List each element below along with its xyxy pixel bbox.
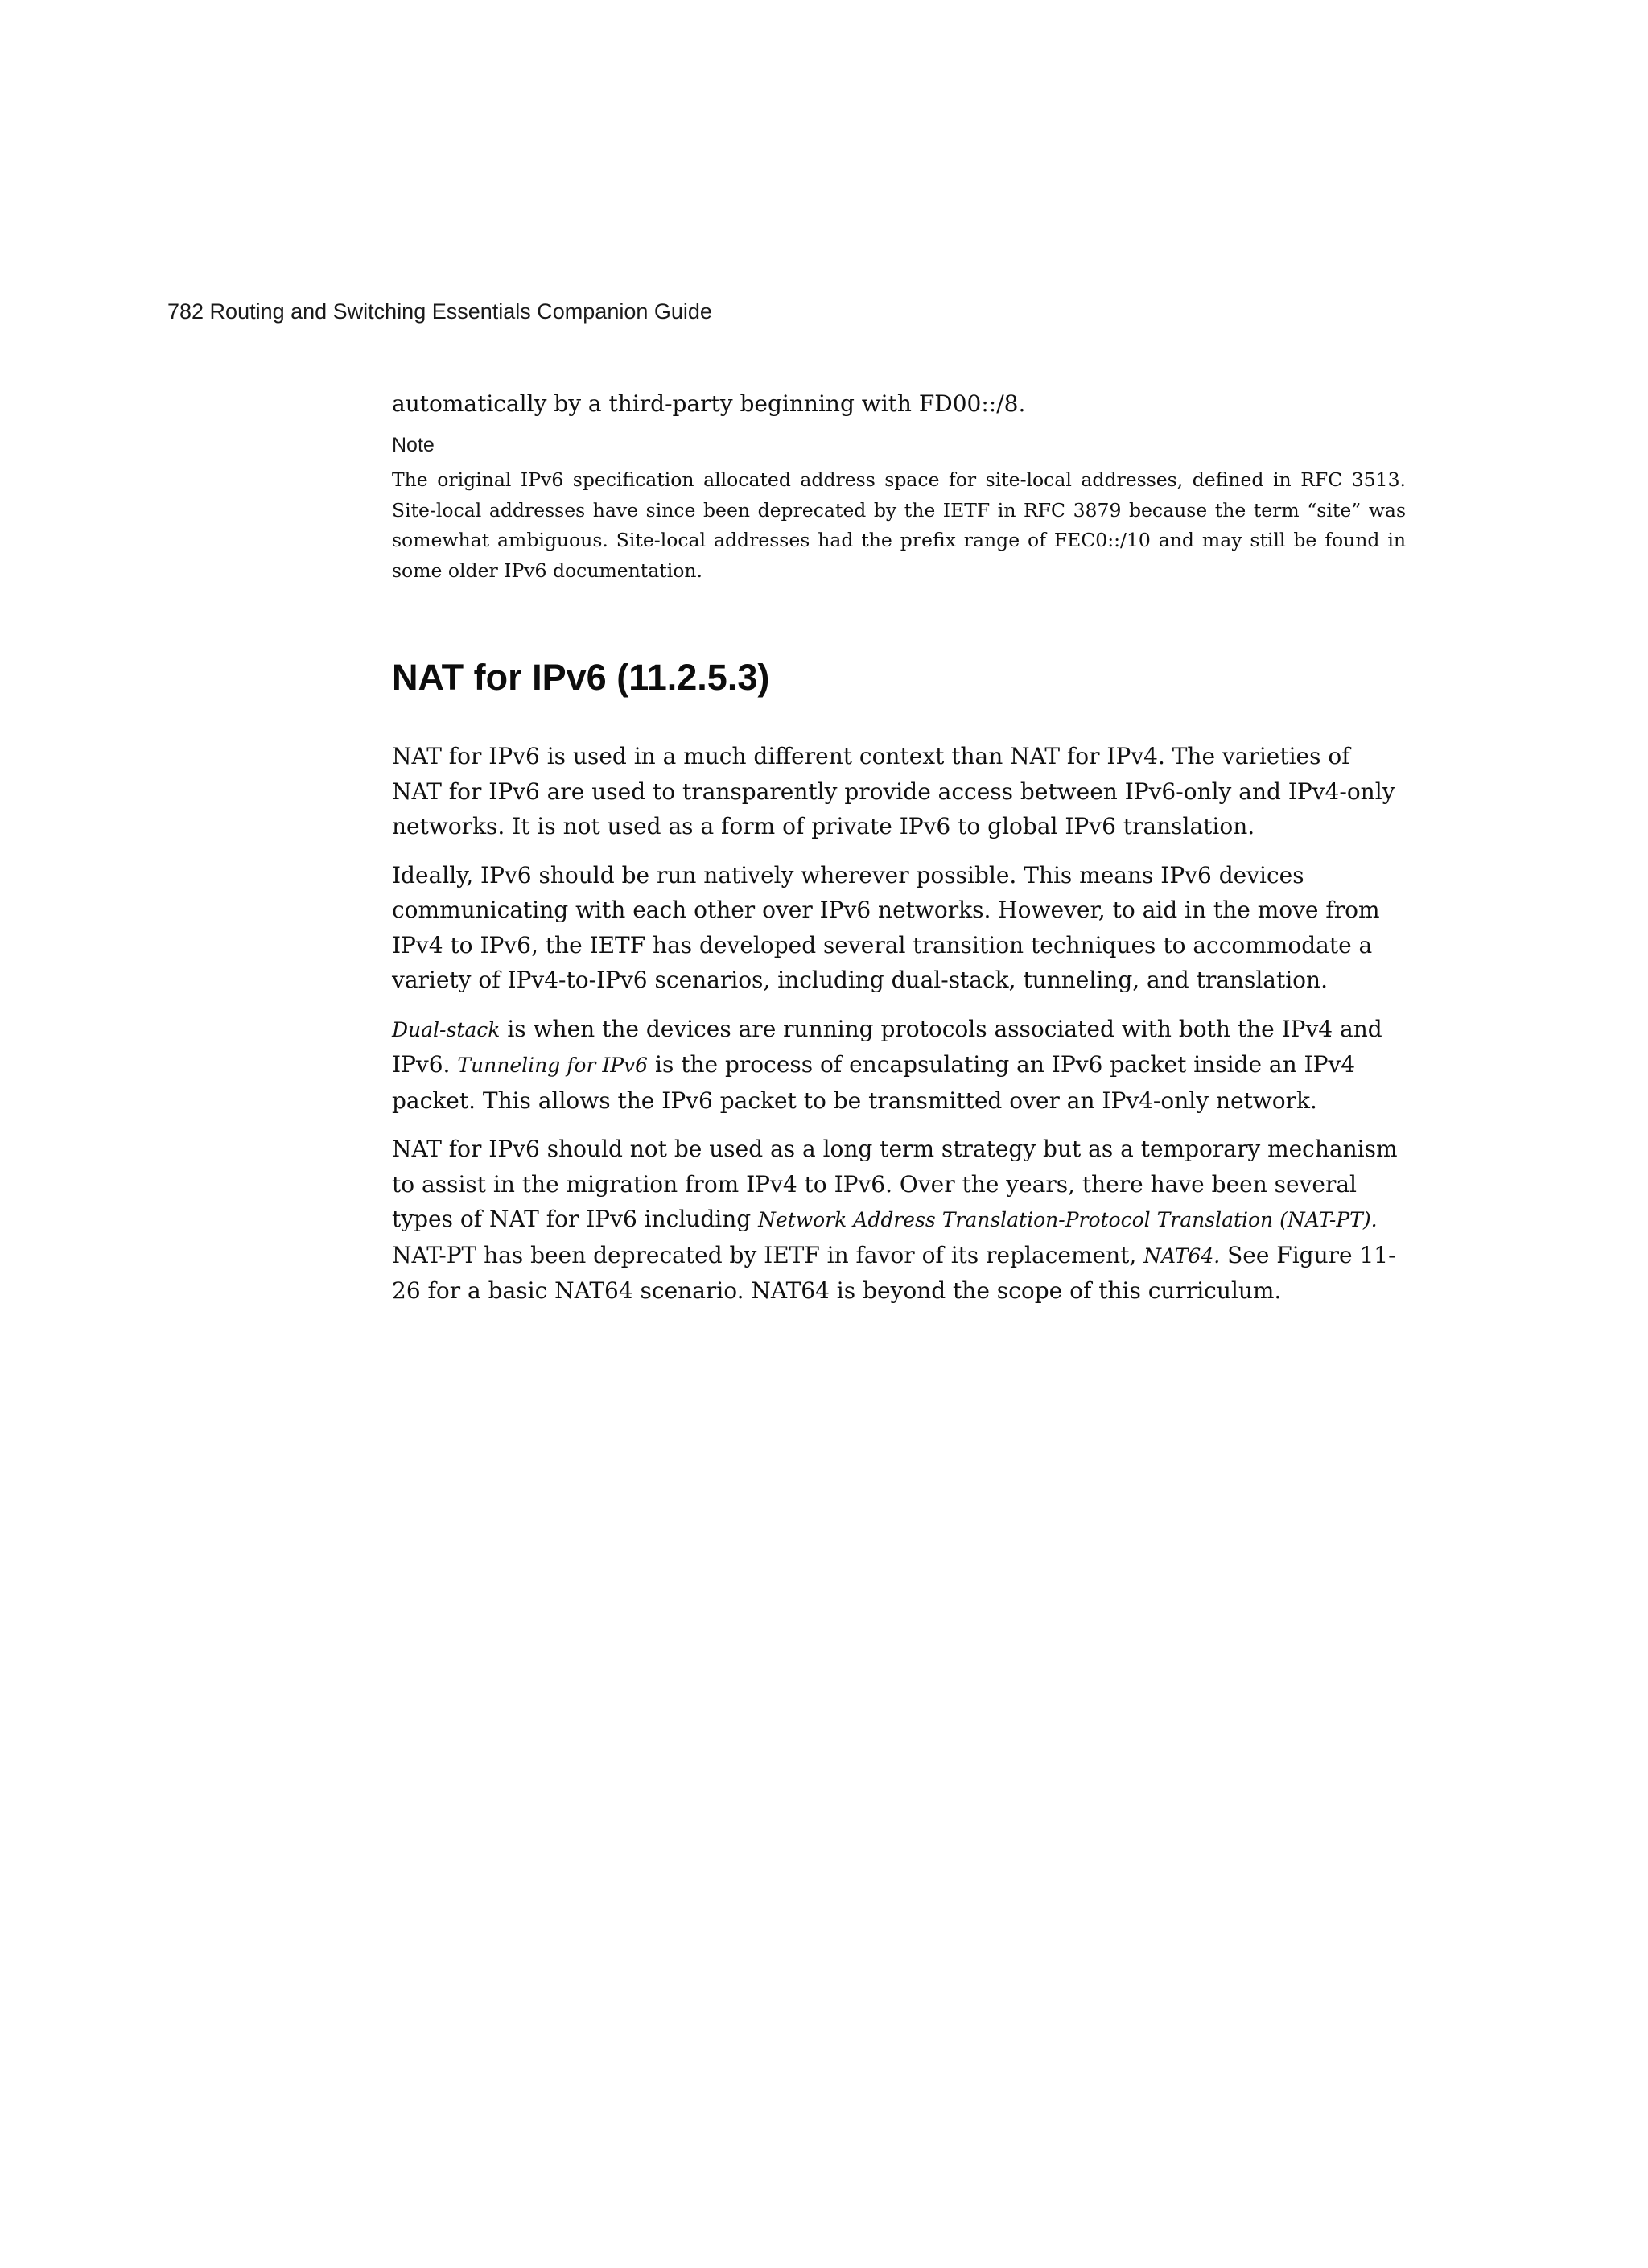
paragraph-dual-stack-tunneling [392, 1012, 1406, 1119]
section-title: NAT for IPv6 (11.2.5.3) [392, 657, 770, 698]
term-dual-stack: Dual-stack [392, 1017, 501, 1041]
paragraph-transition-techniques: Ideally, IPv6 should be run natively wherever possible. This means IPv6 devices communicating with each other over IPv6 networks. However, to aid in the move from IPv4 to IPv6, the IETF has developed several transition techniques to accommodate a variety of IPv4-to-IPv6 scenarios, including dual-stack, tunneling, and translation. [392, 861, 1380, 993]
note-text: The original IPv6 specification allocated address space for site-local addresses, defined in RFC 3513. Site-local addresses have since been deprecated by the IETF in RFC 3879 because the term “site” was somewhat ambiguous. Site-local addresses had the prefix range of FEC0::/10 and may still be found in some older IPv6 documentation. [392, 468, 1406, 582]
nat64-text-1: NAT for IPv6 should not be used as a long term strategy but as a temporary mechanism to assist in the migration from IPv4 to IPv6. Over the years, there have been several types of NAT for IPv6 including [392, 1136, 1398, 1232]
page-content [392, 386, 1406, 1322]
nat64-text-2: NAT-PT has been deprecated by IETF in favor of its replacement, [392, 1241, 1144, 1268]
running-head: 782 Routing and Switching Essentials Companion Guide [167, 299, 712, 324]
nat64-text-3: See Figure 11-26 for a basic NAT64 scenario. NAT64 is beyond the scope of this curriculum. [392, 1241, 1396, 1304]
term-nat-pt: Network Address Translation-Protocol Translation (NAT-PT). [758, 1208, 1378, 1231]
paragraph-nat-context: NAT for IPv6 is used in a much different context than NAT for IPv4. The varieties of NAT for IPv6 are used to transparently provide access between IPv6-only and IPv4-only networks. It is not used as a form of private IPv6 to global IPv6 translation. [392, 743, 1395, 839]
term-nat64: NAT64. [1143, 1243, 1221, 1268]
tunneling-text: is the process of encapsulating an IPv6 packet inside an IPv4 packet. This allows the IPv6 packet to be transmitted over an IPv4-only network. [392, 1051, 1356, 1114]
note-label: Note [392, 434, 435, 456]
lead-paragraph: automatically by a third-party beginning with FD00::/8. [392, 390, 1026, 417]
dual-stack-text: is when the devices are running protocols associated with both the IPv4 and IPv6. [392, 1015, 1382, 1078]
term-tunneling: Tunneling for IPv6 [457, 1054, 649, 1077]
paragraph-nat64 [392, 1132, 1406, 1309]
note-box [392, 431, 1406, 586]
